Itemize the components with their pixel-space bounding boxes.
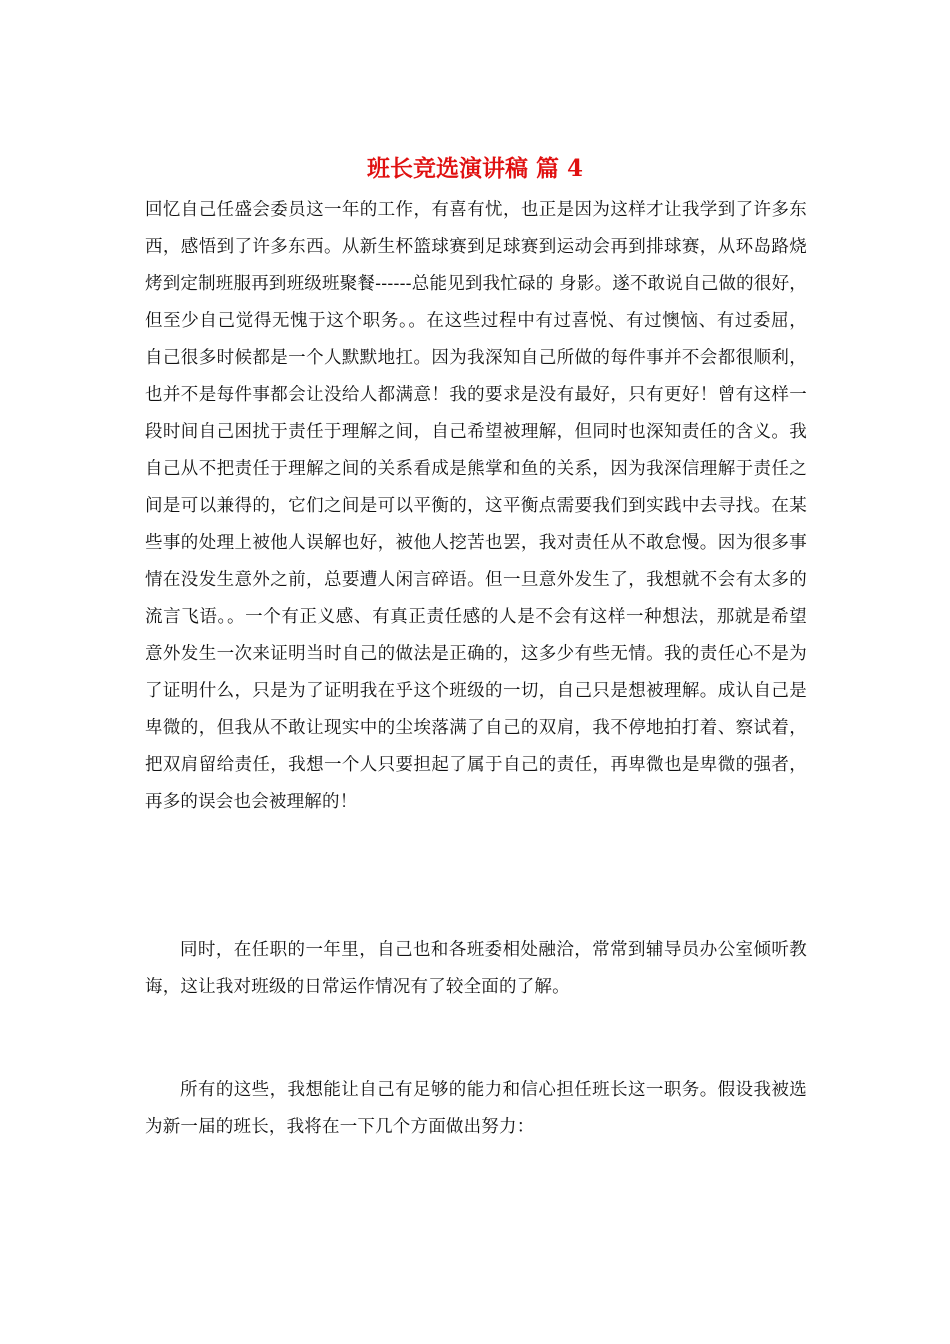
paragraph-1: 回忆自己任盛会委员这一年的工作，有喜有忧，也正是因为这样才让我学到了许多东西，感悟到了许多东西。从新生杯篮球赛到足球赛到运动会再到排球赛，从环岛路烧烤到定制班服再到班级班聚餐------总能见到我忙碌的 身影。遂不敢说自己做的很好，但至少自己觉得无愧于这个职务。。在这些过程中有过喜悦、有过懊恼、有过委屈，自己很多时候都是一个人默默地扛。因为我深知自己所做的每件事并不会都很顺利，也并不是每件事都会让没给人都满意！我的要求是没有最好，只有更好！曾有这样一段时间自己困扰于责任于理解之间，自己希望被理解，但同时也深知责任的含义。我自己从不把责任于理解之间的关系看成是熊掌和鱼的关系，因为我深信理解于责任之间是可以兼得的，它们之间是可以平衡的，这平衡点需要我们到实践中去寻找。在某些事的处理上被他人误解也好，被他人挖苦也罢，我对责任从不敢怠慢。因为很多事情在没发生意外之前，总要遭人闲言碎语。但一旦意外发生了，我想就不会有太多的流言飞语。。一个有正义感、有真正责任感的人是不会有这样一种想法，那就是希望意外发生一次来证明当时自己的做法是正确的，这多少有些无情。我的责任心不是为了证明什么，只是为了证明我在乎这个班级的一切，自己只是想被理解。成认自己是卑微的，但我从不敢让现实中的尘埃落满了自己的双肩，我不停地拍打着、察试着，把双肩留给责任，我想一个人只要担起了属于自己的责任，再卑微也是卑微的强者，再多的误会也会被理解的！: [145, 200, 807, 812]
paragraph-2: 同时，在任职的一年里，自己也和各班委相处融洽，常常到辅导员办公室倾听教诲，这让我对班级的日常运作情况有了较全面的了解。: [145, 940, 807, 997]
paragraph-3: 所有的这些，我想能让自己有足够的能力和信心担任班长这一职务。假设我被选为新一届的班长，我将在一下几个方面做出努力：: [145, 1080, 807, 1137]
document-title: 班长竞选演讲稿 篇 4: [366, 155, 584, 182]
